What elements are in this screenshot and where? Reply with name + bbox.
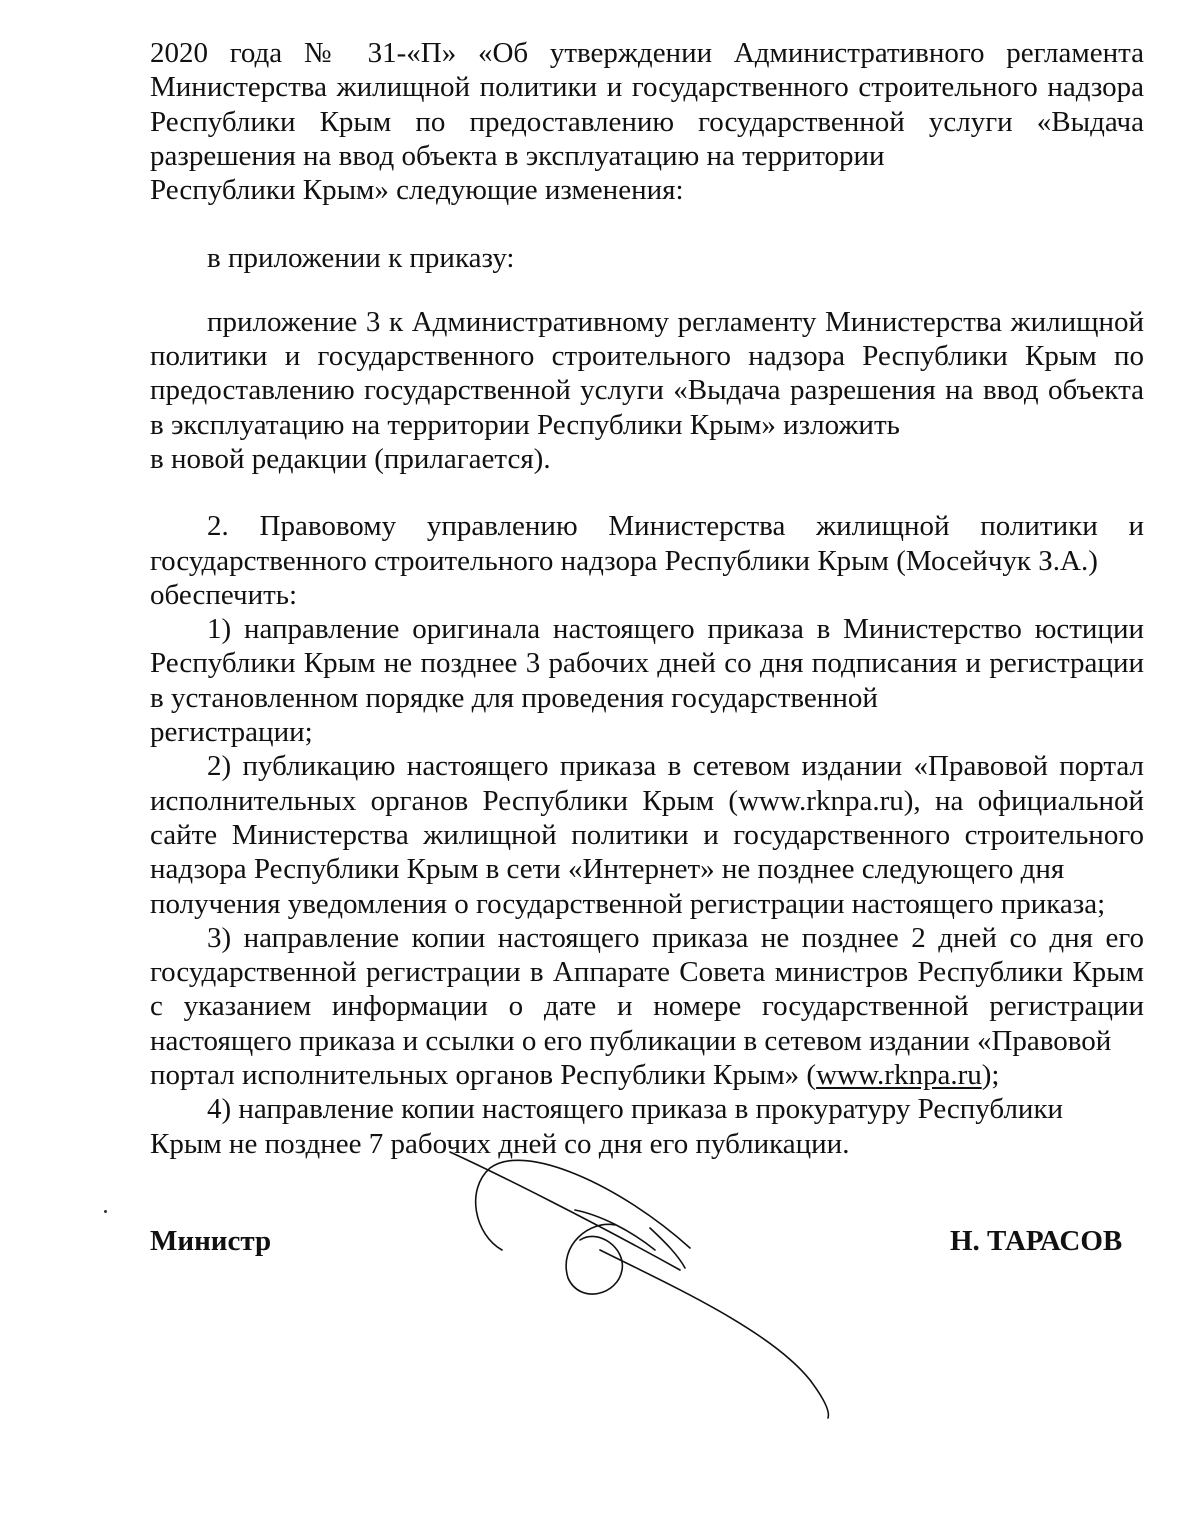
item-3-line-5-text: портал исполнительных органов Республики Крым» (	[150, 1059, 817, 1092]
scan-speck	[104, 1210, 107, 1213]
signer-position: Министр	[150, 1225, 272, 1257]
item-4-line-1: 4) направление копии настоящего приказа в прокуратуру Республики	[207, 1093, 1064, 1126]
item-2-paragraph	[150, 749, 1144, 920]
item-1-paragraph	[150, 612, 1144, 749]
appendix-paragraph	[150, 305, 1144, 476]
appendix-line-1: приложение 3 к Административному регламенту Министерства	[207, 305, 1002, 338]
appendix-line-2: жилищной политики и государственного строительного надзора Республики	[150, 305, 1145, 373]
item-2-line-1: 2) публикацию настоящего приказа в сетевом издании «Правовой портал	[207, 750, 1144, 783]
intro-paragraph	[150, 36, 1144, 207]
item-1-line-1: 1) направление оригинала настоящего приказа в Министерство юстиции	[207, 613, 1144, 646]
item-2-line-2: исполнительных органов Республики Крым (www.rknpa.ru), на официальной	[150, 784, 1144, 817]
intro-line-5: Республики Крым» следующие изменения:	[150, 174, 684, 207]
item-3-line-1: 3) направление копии настоящего приказа не позднее 2 дней со дня его	[207, 921, 1144, 954]
item-2-line-3: сайте Министерства жилищной политики и государственного строительного	[150, 818, 1144, 851]
intro-line-2: Министерства жилищной политики и государственного строительного	[150, 71, 1038, 104]
section-2-line-1: 2. Правовому управлению Министерства жилищной политики	[207, 510, 1098, 543]
intro-line-1: 2020 года № 31-«П» «Об утверждении Административного регламента	[150, 37, 1144, 69]
rknpa-link[interactable]: www.rknpa.ru	[816, 1059, 982, 1092]
appendix-line-5: в новой редакции (прилагается).	[150, 442, 551, 475]
item-4-line-2: Крым не позднее 7 рабочих дней со дня его публикации.	[150, 1127, 850, 1160]
intro-line-3: надзора Республики Крым по предоставлению государственной услуги	[150, 71, 1145, 138]
item-3-line-5	[150, 1059, 999, 1091]
item-3-paragraph	[150, 921, 1144, 1092]
item-3-line-4: настоящего приказа и ссылки о его публикации в сетевом издании «Правовой	[150, 1024, 1112, 1057]
section-2-line-2: и государственного строительного надзора Республики Крым (Мосейчук З.А.)	[150, 510, 1145, 577]
item-1-line-4: регистрации;	[150, 716, 313, 749]
document-body	[150, 36, 1144, 1161]
item-3-line-2: государственной регистрации в Аппарате Совета министров Республики Крым	[150, 956, 1144, 989]
item-1-line-2: Республики Крым не позднее 3 рабочих дней со дня подписания и	[150, 647, 982, 680]
signer-name: Н. ТАРАСОВ	[950, 1225, 1123, 1257]
handwritten-signature	[440, 1150, 840, 1420]
intro-line-4: «Выдача разрешения на ввод объекта в эксплуатацию на территории	[150, 105, 1145, 172]
appendix-line-4: ввод объекта в эксплуатацию на территории Республики Крым» изложить	[150, 374, 1144, 441]
appendix-heading: в приложении к приказу:	[207, 242, 515, 275]
item-1-line-3: регистрации в установленном порядке для проведения государственной	[150, 647, 1144, 714]
item-2-line-4: надзора Республики Крым в сети «Интернет» не позднее следующего дня	[150, 853, 1065, 886]
item-2-line-5: получения уведомления о государственной регистрации настоящего приказа;	[150, 887, 1106, 920]
appendix-line-3: Крым по предоставлению государственной услуги «Выдача разрешения на	[150, 340, 1145, 407]
section-2-paragraph	[150, 509, 1144, 612]
item-3-line-5-end: );	[981, 1059, 1000, 1092]
section-2-line-3: обеспечить:	[150, 578, 298, 611]
item-3-line-3: с указанием информации о дате и номере государственной регистрации	[150, 990, 1144, 1023]
